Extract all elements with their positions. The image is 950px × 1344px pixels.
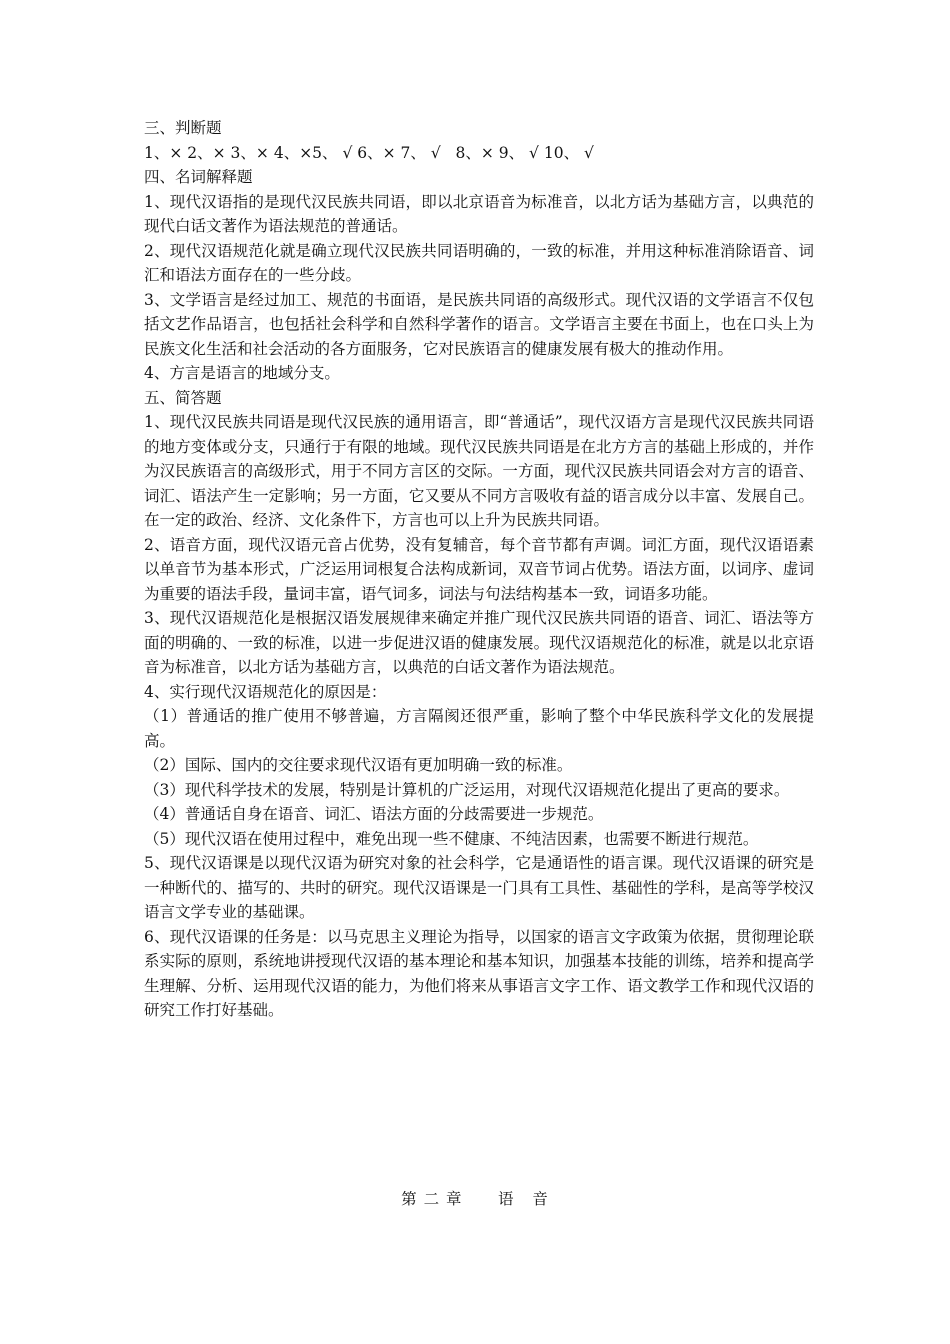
document-body [144, 116, 814, 1023]
answer-subitem: （5）现代汉语在使用过程中，难免出现一些不健康、不纯洁因素，也需要不断进行规范。 [144, 829, 759, 848]
answer-item: 4、实行现代汉语规范化的原因是： [144, 682, 387, 701]
answer-subitem: （4）普通话自身在语音、词汇、语法方面的分歧需要进一步规范。 [144, 805, 604, 823]
answer-item: 5、现代汉语课是以现代汉语为研究对象的社会科学，它是通语性的语言课。现代汉语课的研究是一种断代的、描写的、共时的研究。现代汉语课是一门具有工具性、基础性的学科，是高等学校汉语言文学专业的基础课。 [144, 854, 814, 921]
section-heading-short: 五、简答题 [144, 388, 222, 407]
term-item: 2、现代汉语规范化就是确立现代汉民族共同语明确的，一致的标准，并用这种标准消除语音、词汇和语法方面存在的一些分歧。 [144, 241, 814, 284]
chapter-title [0, 1187, 950, 1209]
chapter-title-text: 第 二 章 语 音 [401, 1190, 549, 1208]
section-heading-terms: 四、名词解释题 [144, 168, 253, 186]
answer-item: 3、现代汉语规范化是根据汉语发展规律来确定并推广现代汉民族共同语的语音、词汇、语法等方面的明确的、一致的标准，以进一步促进汉语的健康发展。现代汉语规范化的标准，就是以北京语音为标准音，以北方话为基础方言，以典范的白话文著作为语法规范。 [144, 609, 814, 676]
term-item: 3、文学语言是经过加工、规范的书面语，是民族共同语的高级形式。现代汉语的文学语言不仅包括文艺作品语言，也包括社会科学和自然科学著作的语言。文学语言主要在书面上，也在口头上为民族文化生活和社会活动的各方面服务，它对民族语言的健康发展有极大的推动作用。 [144, 290, 814, 358]
section-heading-judge: 三、判断题 [144, 119, 222, 137]
answer-item: 2、语音方面，现代汉语元音占优势，没有复辅音，每个音节都有声调。词汇方面，现代汉语语素以单音节为基本形式，广泛运用词根复合法构成新词，双音节词占优势。语法方面，以词序、虚词为重要的语法手段，量词丰富，语气词多，词法与句法结构基本一致，词语多功能。 [144, 535, 814, 603]
answer-item: 6、现代汉语课的任务是：以马克思主义理论为指导，以国家的语言文字政策为依据，贯彻理论联系实际的原则，系统地讲授现代汉语的基本理论和基本知识，加强基本技能的训练，培养和提高学生理解、分析、运用现代汉语的能力，为他们将来从事语言文字工作、语文教学工作和现代汉语的研究工作打好基础。 [144, 927, 814, 1019]
judge-answers: 1、× 2、× 3、× 4、×5、 √ 6、× 7、 √ 8、× 9、 √ 10、 √ [144, 143, 594, 162]
answer-subitem: （3）现代科学技术的发展，特别是计算机的广泛运用，对现代汉语规范化提出了更高的要求。 [144, 780, 790, 799]
answer-item: 1、现代汉民族共同语是现代汉民族的通用语言，即“普通话”，现代汉语方言是现代汉民族共同语的地方变体或分支，只通行于有限的地域。现代汉民族共同语是在北方方言的基础上形成的，并作为汉民族语言的高级形式，用于不同方言区的交际。一方面，现代汉民族共同语会对方言的语音、词汇、语法产生一定影响；另一方面，它又要从不同方言吸收有益的语言成分以丰富、发展自己。在一定的政治、经济、文化条件下，方言也可以上升为民族共同语。 [144, 413, 814, 529]
term-item: 1、现代汉语指的是现代汉民族共同语，即以北京语音为标准音，以北方话为基础方言，以典范的现代白话文著作为语法规范的普通话。 [144, 192, 814, 235]
term-item: 4、方言是语言的地域分支。 [144, 364, 340, 382]
answer-subitem: （2）国际、国内的交往要求现代汉语有更加明确一致的标准。 [144, 756, 573, 774]
answer-subitem: （1）普通话的推广使用不够普遍，方言隔阂还很严重，影响了整个中华民族科学文化的发展提高。 [144, 707, 814, 750]
